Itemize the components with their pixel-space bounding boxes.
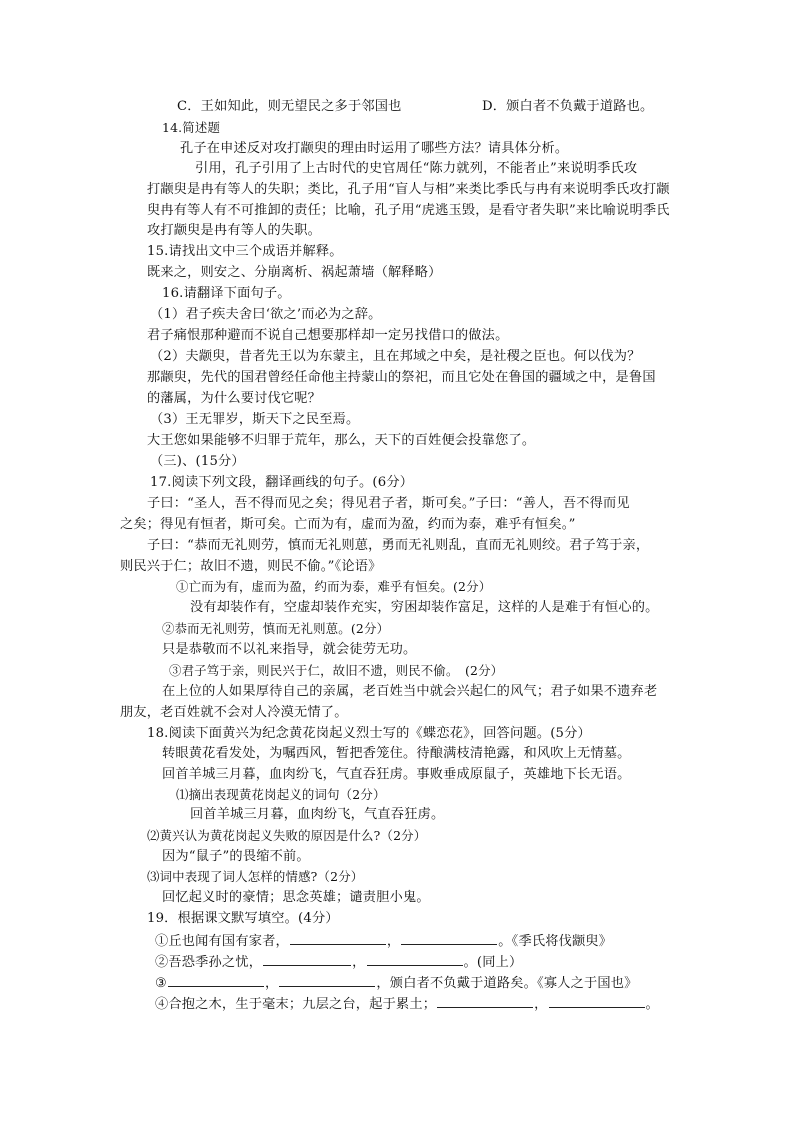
q17-answer-3-line-1: 在上位的人如果厚待自己的亲属，老百姓当中就会兴起仁的风气；君子如果不遗弃老 bbox=[162, 684, 658, 699]
q16-answer-1: 君子痛恨那种避而不说自己想要那样却一定另找借口的做法。 bbox=[147, 328, 509, 343]
q19-line-3-prefix: ③ bbox=[155, 976, 168, 991]
q19-line-1 bbox=[155, 931, 612, 951]
q14-answer-line-3: 臾冉有等人有不可推卸的责任；比喻，孔子用“虎逃玉毁，是看守者失职”来比喻说明季氏 bbox=[147, 203, 670, 218]
q19-line-1-suffix: 。《季氏将伐颛臾》 bbox=[498, 934, 613, 949]
q17-passage-1-line-1: 子曰：“圣人，吾不得而见之矣；得见君子者，斯可矣。”子曰：“善人，吾不得而见 bbox=[147, 496, 630, 511]
fill-blank[interactable] bbox=[263, 952, 351, 966]
q19-line-2-suffix: 。(同上） bbox=[463, 955, 523, 970]
q16-sentence-3: （3）王无罪岁，斯天下之民至焉。 bbox=[150, 412, 360, 427]
q18-answer-1: 回首羊城三月暮，血肉纷飞，气直吞狂虏。 bbox=[190, 807, 445, 822]
q14-answer-line-1: 引用，孔子引用了上古时代的史官周任“陈力就列，不能者止”来说明季氏攻 bbox=[195, 161, 638, 176]
q17-passage-2-line-1: 子曰：“恭而无礼则劳，慎而无礼则葸，勇而无礼则乱，直而无礼则绞。君子笃于亲， bbox=[147, 538, 650, 553]
fill-blank[interactable] bbox=[401, 931, 497, 945]
fill-blank[interactable] bbox=[437, 994, 533, 1008]
q17-sentence-3: ③君子笃于亲，则民兴于仁，故旧不遗，则民不偷。 (2分） bbox=[169, 663, 504, 678]
q18-answer-2: 因为“鼠子”的畏缩不前。 bbox=[162, 849, 310, 864]
q14-question: 孔子在申述反对攻打颛臾的理由时运用了哪些方法？请具体分析。 bbox=[180, 141, 569, 156]
q18-question-3: ⑶词中表现了词人怎样的情感?（2分） bbox=[147, 869, 364, 884]
fill-blank[interactable] bbox=[549, 994, 645, 1008]
q15-question: 15.请找出文中三个成语并解释。 bbox=[147, 244, 343, 259]
fill-blank[interactable] bbox=[367, 952, 463, 966]
q14-answer-line-4: 攻打颛臾是冉有等人的失职。 bbox=[147, 223, 322, 238]
q19-line-4-suffix: 。 bbox=[645, 997, 659, 1012]
q19-line-1-prefix: ①丘也闻有国有家者， bbox=[155, 934, 289, 949]
q17-answer-1: 没有却装作有，空虚却装作充实，穷困却装作富足，这样的人是难于有恒心的。 bbox=[190, 600, 659, 615]
q16-title: 16.请翻译下面句子。 bbox=[162, 286, 291, 301]
q18-question-1: ⑴摘出表现黄花岗起义的词句（2分） bbox=[176, 787, 386, 802]
q15-answer: 既来之，则安之、分崩离析、祸起萧墙（解释略） bbox=[147, 265, 442, 280]
q19-line-3-suffix: ，颁白者不负戴于道路矣。《寡人之于国也》 bbox=[376, 976, 638, 991]
fill-blank[interactable] bbox=[279, 973, 375, 987]
option-d: D．颁白者不负戴于道路也。 bbox=[482, 99, 654, 114]
option-c: C．王如知此，则无望民之多于邻国也 bbox=[177, 99, 402, 114]
q18-title: 18.阅读下面黄兴为纪念黄花岗起义烈士写的《蝶恋花》，回答问题。(5分） bbox=[147, 726, 591, 741]
q19-title: 19．根据课文默写填空。(4分） bbox=[147, 911, 339, 926]
q18-answer-3: 回忆起义时的豪情；思念英雄；谴责胆小鬼。 bbox=[162, 890, 430, 905]
section-3-heading: （三)、(15分） bbox=[150, 454, 245, 469]
fill-blank[interactable] bbox=[168, 973, 264, 987]
q19-line-4 bbox=[155, 994, 659, 1014]
q19-line-2-sep: ， bbox=[352, 955, 366, 970]
q19-line-4-sep: ， bbox=[534, 997, 548, 1012]
q17-sentence-2: ②恭而无礼则劳，慎而无礼则葸。(2分） bbox=[162, 621, 390, 636]
q17-passage-2-line-2: 则民兴于仁；故旧不遗，则民不偷。”《论语》 bbox=[120, 559, 382, 574]
q17-answer-2: 只是恭敬而不以礼来指导，就会徒劳无功。 bbox=[162, 642, 417, 657]
q18-question-2: ⑵黄兴认为黄花岗起义失败的原因是什么?（2分） bbox=[147, 828, 427, 843]
q16-sentence-2: （2）夫颛臾，昔者先王以为东蒙主，且在邦域之中矣，是社稷之臣也。何以伐为？ bbox=[150, 349, 641, 364]
q19-line-3 bbox=[155, 973, 638, 993]
fill-blank[interactable] bbox=[290, 931, 386, 945]
q17-answer-3-line-2: 朋友，老百姓就不会对人冷漠无情了。 bbox=[120, 705, 348, 720]
q14-answer-line-2: 打颛臾是冉有等人的失职；类比，孔子用“盲人与相”来类比季氏与冉有来说明季氏攻打颛 bbox=[147, 182, 670, 197]
q16-answer-2-line-2: 的藩属，为什么要讨伐它呢？ bbox=[147, 391, 322, 406]
q19-line-3-sep: ， bbox=[265, 976, 279, 991]
q19-line-2-prefix: ②吾恐季孙之忧， bbox=[155, 955, 263, 970]
q19-line-1-sep: ， bbox=[386, 934, 401, 949]
q18-poem-line-2: 回首羊城三月暮，血肉纷飞，气直吞狂虏。事败垂成原鼠子，英雄地下长无语。 bbox=[162, 767, 631, 782]
q18-poem-line-1: 转眼黄花看发处，为嘱西风，暂把香笼住。待酿满枝清艳露，和风吹上无情墓。 bbox=[162, 746, 631, 761]
q14-title: 14.简述题 bbox=[162, 120, 221, 135]
q17-title: 17.阅读下列文段，翻译画线的句子。(6分） bbox=[150, 475, 414, 490]
q19-line-2 bbox=[155, 952, 522, 972]
q17-passage-1-line-2: 之矣；得见有恒者，斯可矣。亡而为有，虚而为盈，约而为泰，难乎有恒矣。” bbox=[120, 517, 576, 532]
q16-answer-3: 大王您如果能够不归罪于荒年，那么，天下的百姓便会投靠您了。 bbox=[147, 433, 536, 448]
q17-sentence-1: ①亡而为有，虚而为盈，约而为泰，难乎有恒矣。(2分） bbox=[176, 579, 492, 594]
q16-answer-2-line-1: 那颛臾，先代的国君曾经任命他主持蒙山的祭祀，而且它处在鲁国的疆域之中，是鲁国 bbox=[147, 370, 656, 385]
q16-sentence-1: （1）君子疾夫舍曰‘欲之’而必为之辞。 bbox=[150, 307, 382, 322]
q19-line-4-prefix: ④合抱之木，生于毫末；九层之台，起于累土； bbox=[155, 997, 437, 1012]
